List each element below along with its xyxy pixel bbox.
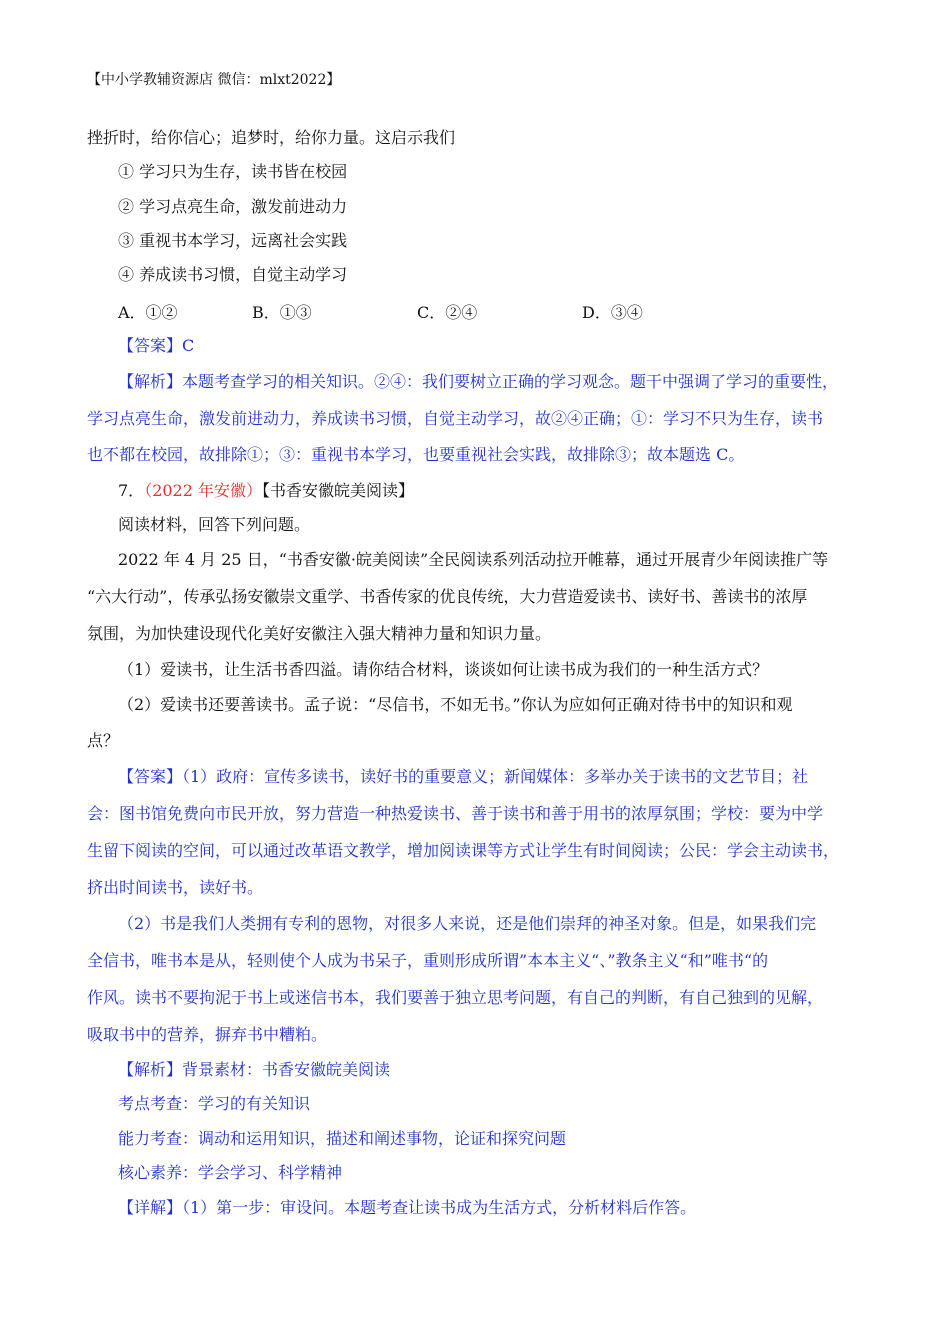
detail-text: 【详解】（1）第一步：审设问。本题考查让读书成为生活方式，分析材料后作答。 <box>118 1198 697 1217</box>
question-7-heading <box>118 481 414 501</box>
answer-text: 【答案】（1）政府：宣传多读书，读好书的重要意义；新闻媒体：多举办关于读书的文艺节目；社 <box>118 767 809 786</box>
answer-text: 会：图书馆免费向市民开放，努力营造一种热爱读书、善于读书和善于用书的浓厚氛围；学校：要为中学 <box>87 804 824 823</box>
option-b: B．①③ <box>252 303 312 322</box>
sub-question-1: （1）爱读书，让生活书香四溢。请你结合材料，谈谈如何让读书成为我们的一种生活方式？ <box>118 660 769 679</box>
analysis-text: 学习点亮生命，激发前进动力，养成读书习惯，自觉主动学习，故②④正确；①：学习不只为生存，读书 <box>87 409 824 428</box>
question-title: 【书香安徽皖美阅读】 <box>262 481 415 500</box>
sub-question-2: 点？ <box>87 731 120 750</box>
answer-text: 挤出时间读书，读好书。 <box>87 878 264 897</box>
analysis-text: 也不都在校园，故排除①；③：重视书本学习，也要重视社会实践，故排除③；故本题选 C。 <box>87 445 745 464</box>
material-text: 氛围，为加快建设现代化美好安徽注入强大精神力量和知识力量。 <box>87 624 552 643</box>
page-header: 【中小学教辅资源店 微信：mlxt2022】 <box>87 72 341 88</box>
answer-text: 生留下阅读的空间，可以通过改革语文教学，增加阅读课等方式让学生有时间阅读；公民：学会主动读书， <box>87 841 840 860</box>
question-stem: 挫折时，给你信心；追梦时，给你力量。这启示我们 <box>87 128 456 147</box>
answer-text: 作风。读书不要拘泥于书上或迷信书本，我们要善于独立思考问题，有自己的判断，有自己独到的见解， <box>87 988 824 1007</box>
analysis-knowledge: 考点考查：学习的有关知识 <box>118 1094 311 1113</box>
material-text: 2022 年 4 月 25 日，“书香安徽·皖美阅读”全民阅读系列活动拉开帷幕，通过开展青少年阅读推广等 <box>118 550 829 569</box>
option-d: D．③④ <box>582 303 643 322</box>
instruction: 阅读材料，回答下列问题。 <box>118 515 311 534</box>
statement-item: ④ 养成读书习惯，自觉主动学习 <box>118 265 348 284</box>
analysis-background: 【解析】背景素材：书香安徽皖美阅读 <box>118 1060 391 1079</box>
material-text: “六大行动”，传承弘扬安徽崇文重学、书香传家的优良传统，大力营造爱读书、读好书、善读书的浓厚 <box>87 587 808 606</box>
answer-label: 【答案】C <box>118 336 195 355</box>
statement-item: ② 学习点亮生命，激发前进动力 <box>118 197 348 216</box>
analysis-ability: 能力考查：调动和运用知识，描述和阐述事物，论证和探究问题 <box>118 1129 567 1148</box>
statement-item: ① 学习只为生存，读书皆在校园 <box>118 162 348 181</box>
statement-item: ③ 重视书本学习，远离社会实践 <box>118 231 348 250</box>
question-number: 7． <box>118 481 145 500</box>
answer-text: 全信书，唯书本是从，轻则使个人成为书呆子，重则形成所谓”本本主义“、”教条主义“和”唯书“的 <box>87 951 769 970</box>
sub-question-2: （2）爱读书还要善读书。孟子说：“尽信书，不如无书。”你认为应如何正确对待书中的知识和观 <box>118 695 793 714</box>
option-a: A．①② <box>118 303 178 322</box>
answer-text: （2）书是我们人类拥有专利的恩物，对很多人来说，还是他们崇拜的神圣对象。但是，如果我们完 <box>118 914 817 933</box>
analysis-literacy: 核心素养：学会学习、科学精神 <box>118 1163 343 1182</box>
question-source: （2022 年安徽） <box>144 481 262 500</box>
analysis-text: 【解析】本题考查学习的相关知识。②④：我们要树立正确的学习观念。题干中强调了学习的重要性， <box>118 372 839 391</box>
answer-text: 吸取书中的营养，摒弃书中糟粕。 <box>87 1025 328 1044</box>
option-c: C．②④ <box>417 303 478 322</box>
